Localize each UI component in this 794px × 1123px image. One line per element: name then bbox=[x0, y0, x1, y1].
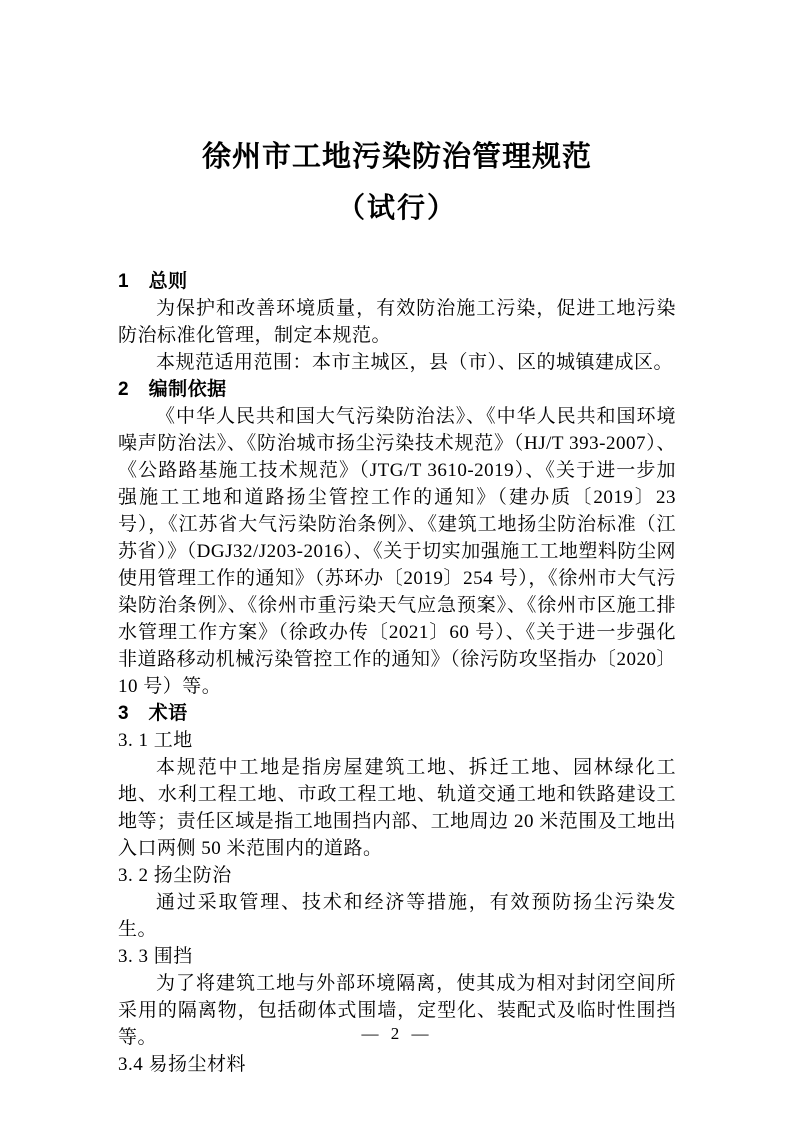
document-body bbox=[118, 268, 676, 1078]
subsection-heading: 3. 1 工地 bbox=[118, 730, 193, 751]
page-number: — 2 — bbox=[361, 1024, 433, 1043]
paragraph: 本规范适用范围：本市主城区，县（市）、区的城镇建成区。 bbox=[156, 352, 674, 373]
paragraph: 《中华人民共和国大气污染防治法》、《中华人民共和国环境噪声防治法》、《防治城市扬尘污染技术规范》（HJ/T 393-2007）、《公路路基施工技术规范》（JTG/T 3610-2019）、《关于进一步加强施工工地和道路扬尘管控工作的通知》（建办质〔2019〕23 号），《江苏省大气污染防治条例》、《建筑工地扬尘防治标准（江苏省）》（DGJ32/J203-2016）、《关于切实加强施工工地塑料防尘网使用管理工作的通知》（苏环办〔2019〕254 号），《徐州市大气污染防治条例》、《徐州市重污染天气应急预案》、《徐州市区施工排水管理工作方案》（徐政办传〔2021〕60 号）、《关于进一步强化非道路移动机械污染管控工作的通知》（徐污防攻坚指办〔2020〕10 号）等。 bbox=[118, 406, 676, 697]
paragraph: 本规范中工地是指房屋建筑工地、拆迁工地、园林绿化工地、水利工程工地、市政工程工地、轨道交通工地和铁路建设工地等；责任区域是指工地围挡内部、工地周边 20 米范围及工地出入口两侧 50 米范围内的道路。 bbox=[118, 757, 676, 859]
paragraph: 为保护和改善环境质量，有效防治施工污染，促进工地污染防治标准化管理，制定本规范。 bbox=[118, 298, 676, 346]
document-subtitle: （试行） bbox=[336, 193, 457, 224]
subsection-heading: 3. 3 围挡 bbox=[118, 946, 193, 967]
subsection-heading: 3.4 易扬尘材料 bbox=[118, 1054, 247, 1075]
section-heading: 2 编制依据 bbox=[118, 379, 227, 400]
section-heading: 3 术语 bbox=[118, 703, 188, 724]
paragraph: 通过采取管理、技术和经济等措施，有效预防扬尘污染发生。 bbox=[118, 892, 676, 940]
document-title: 徐州市工地污染防治管理规范 bbox=[201, 141, 592, 173]
section-heading: 1 总则 bbox=[118, 271, 188, 292]
paragraph: 为了将建筑工地与外部环境隔离，使其成为相对封闭空间所采用的隔离物，包括砌体式围墙，定型化、装配式及临时性围挡等。 bbox=[118, 973, 676, 1048]
subsection-heading: 3. 2 扬尘防治 bbox=[118, 865, 232, 886]
document-content bbox=[118, 136, 676, 1078]
